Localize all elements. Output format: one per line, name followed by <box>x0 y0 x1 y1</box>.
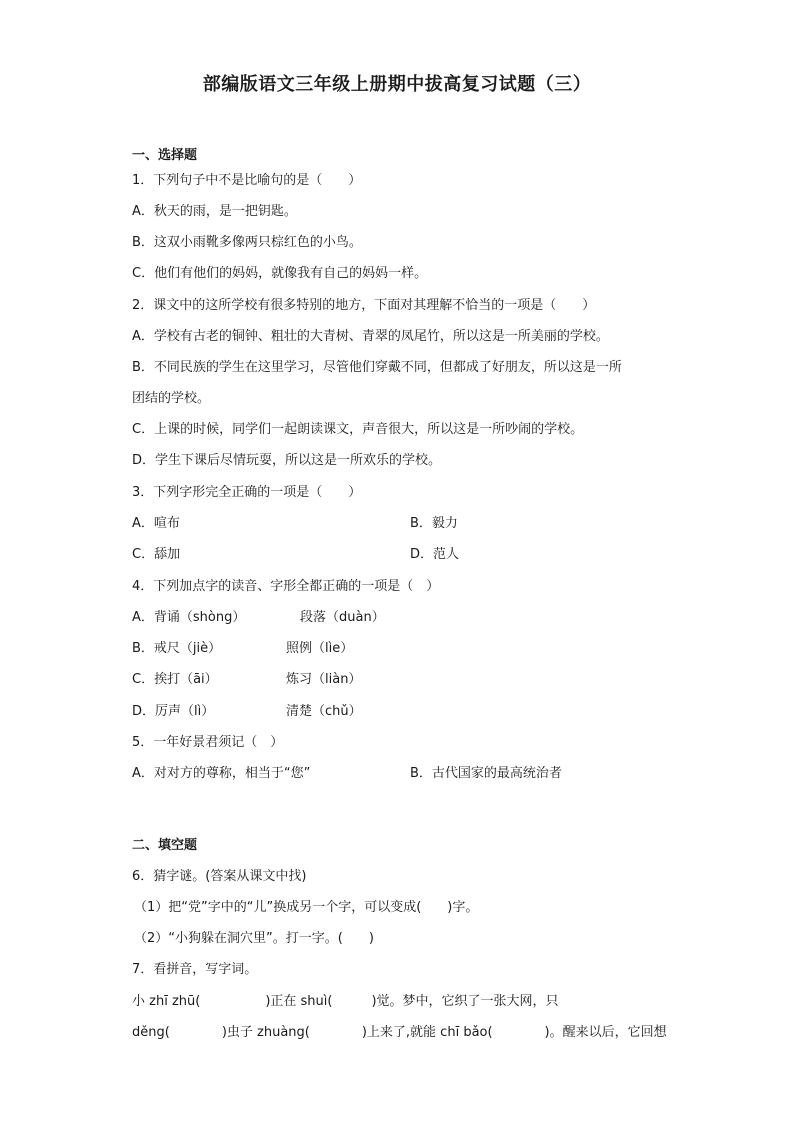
q6-part1: （1）把“党”字中的“儿”换成另一个字，可以变成( )字。 <box>134 900 479 915</box>
q3-stem: 3．下列字形完全正确的一项是（ ） <box>132 485 362 500</box>
q2-option-d: D．学生下课后尽情玩耍，所以这是一所欢乐的学校。 <box>132 453 442 468</box>
q4-option-b-part1: B．戒尺（jiè） <box>132 641 222 656</box>
q1-option-a: A．秋天的雨，是一把钥匙。 <box>132 204 297 219</box>
q5-stem: 5．一年好景君须记（ ） <box>132 735 284 750</box>
q6-stem: 6．猜字谜。(答案从课文中找) <box>132 869 307 884</box>
q2-option-a: A．学校有古老的铜钟、粗壮的大青树、青翠的凤尾竹，所以这是一所美丽的学校。 <box>132 329 609 344</box>
q4-option-d-part2: 清楚（chǔ） <box>286 704 362 719</box>
q4-option-a-part2: 段落（duàn） <box>300 610 385 625</box>
q4-option-a-part1: A．背诵（shòng） <box>132 610 246 625</box>
q2-option-b-line1: B．不同民族的学生在这里学习，尽管他们穿戴不同，但都成了好朋友，所以这是一所 <box>132 360 622 375</box>
section-choice-heading: 一、选择题 <box>132 148 198 163</box>
q3-option-b: B．毅力 <box>410 516 458 531</box>
q5-option-b: B．古代国家的最高统治者 <box>410 766 562 781</box>
q1-option-b: B．这双小雨靴多像两只棕红色的小鸟。 <box>132 235 362 250</box>
q1-stem: 1．下列句子中不是比喻句的是（ ） <box>132 173 362 188</box>
q3-option-d: D．范人 <box>410 547 460 562</box>
q1-option-c: C．他们有他们的妈妈，就像我有自己的妈妈一样。 <box>132 266 428 281</box>
q7-stem: 7．看拼音，写字词。 <box>132 962 258 977</box>
q4-option-b-part2: 照例（lìe） <box>286 641 354 656</box>
page-title: 部编版语文三年级上册期中拔高复习试题（三） <box>202 74 592 95</box>
q4-option-c <box>132 672 361 688</box>
q2-option-b-line2: 团结的学校。 <box>132 391 211 406</box>
q4-option-c-part1: C．挨打（āi） <box>132 672 218 687</box>
q6-part2: （2）“小狗躲在洞穴里”。打一字。( ) <box>134 931 374 946</box>
q4-option-d-part1: D．厉声（lì） <box>132 704 215 719</box>
q7-line2: děng( )虫子 zhuàng( )上来了,就能 chī bǎo( )。醒来以后，它回想 <box>132 1025 667 1040</box>
q7-line1: 小 zhī zhū( )正在 shuì( )觉。梦中，它织了一张大网，只 <box>132 994 559 1009</box>
q4-option-a <box>132 610 385 626</box>
q4-option-b <box>132 641 353 657</box>
q5-option-a: A．对对方的尊称，相当于“您” <box>132 766 311 781</box>
q2-stem: 2．课文中的这所学校有很多特别的地方，下面对其理解不恰当的一项是（ ） <box>132 298 596 313</box>
q3-option-c: C．舔加 <box>132 547 181 562</box>
q4-stem: 4．下列加点字的读音、字形全都正确的一项是（ ） <box>132 579 440 594</box>
q4-option-c-part2: 炼习（liàn） <box>286 672 362 687</box>
q4-option-d <box>132 704 362 720</box>
q2-option-c: C．上课的时候，同学们一起朗读课文，声音很大，所以这是一所吵闹的学校。 <box>132 422 584 437</box>
q3-option-a: A．喧布 <box>132 516 180 531</box>
section-fill-heading: 二、填空题 <box>132 838 198 853</box>
